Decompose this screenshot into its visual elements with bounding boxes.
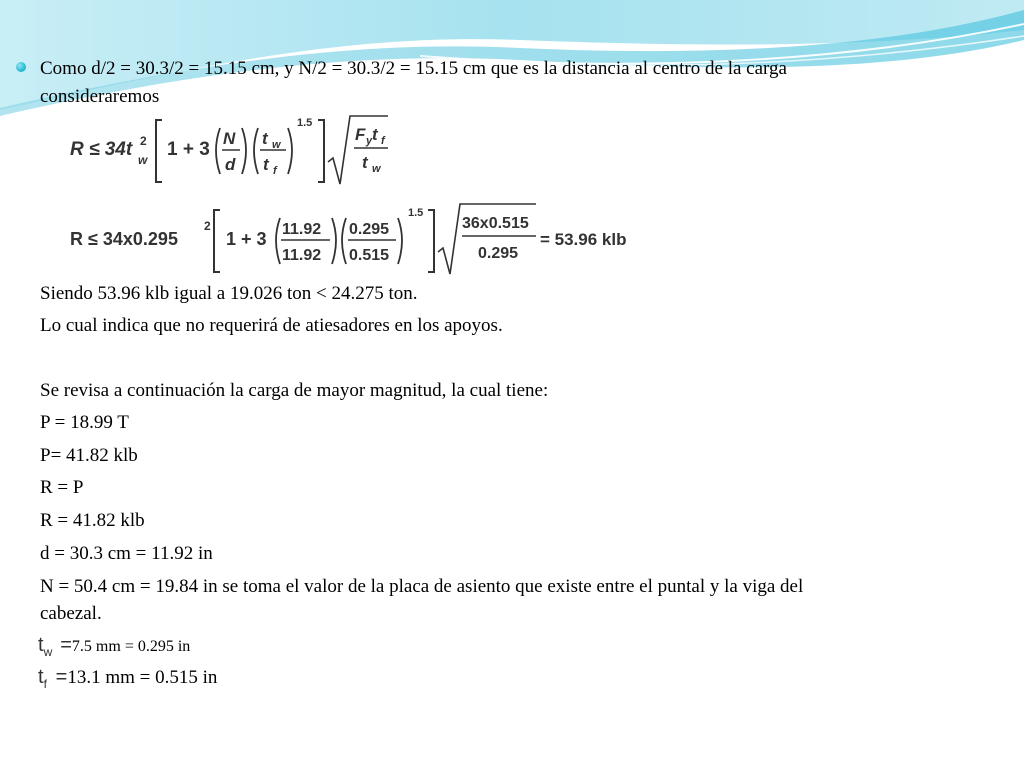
formula-numeric-lhs: R ≤ 34x0.295 [70,229,178,249]
svg-text:y: y [366,135,373,147]
svg-text:0.295: 0.295 [478,245,519,262]
svg-text:f: f [381,135,385,147]
bullet-icon [16,62,26,72]
intro-text-line2: consideraremos [40,86,160,107]
intro-text-line1: Como d/2 = 30.3/2 = 15.15 cm, y N/2 = 30.3/2 = 15.15 cm que es la distancia al centro de la carga [40,58,787,79]
svg-text:= 53.96 klb: = 53.96 klb [540,230,627,249]
text-line-p-klb: P= 41.82 klb [40,445,138,466]
tf-symbol: $t_f$ [38,666,47,691]
text-line-r-eq-p: R = P [40,477,84,498]
formula-general-lhs: R ≤ 34t [70,139,133,160]
svg-text:t: t [372,125,378,144]
svg-text:w: w [138,153,148,167]
svg-text:F: F [355,125,366,144]
tw-symbol: $t_w$ [38,634,53,659]
svg-text:1 + 3: 1 + 3 [167,139,210,160]
text-line-revisa: Se revisa a continuación la carga de mayor magnitud, la cual tiene: [40,380,549,401]
svg-text:2: 2 [204,219,211,233]
svg-text:w: w [372,163,381,175]
svg-text:0.515: 0.515 [349,247,390,264]
svg-text:36x0.515: 36x0.515 [462,215,529,232]
text-line-tf: $t_f =13.1$ mm = 0.515 in [38,666,218,691]
formula-general [70,110,400,190]
svg-text:1 + 3: 1 + 3 [226,229,267,249]
svg-text:t: t [263,155,269,174]
text-line-n2: cabezal. [40,603,102,624]
text-line-siendo: Siendo 53.96 klb igual a 19.026 ton < 24.275 ton. [40,283,418,304]
formula-numeric [70,200,660,278]
svg-text:w: w [272,139,281,151]
svg-text:d: d [225,155,236,174]
text-line-p-ton: P = 18.99 T [40,412,129,433]
svg-text:t: t [362,153,368,172]
text-line-tw: $t_w =7.5$ mm = 0.295 in [38,634,191,659]
text-line-n1: N = 50.4 cm = 19.84 in se toma el valor de la placa de asiento que existe entre el puntal y la viga del [40,576,804,597]
svg-text:t: t [262,129,268,148]
svg-text:N: N [223,129,236,148]
text-line-conclusion: Lo cual indica que no requerirá de atiesadores en los apoyos. [40,315,503,336]
svg-text:1.5: 1.5 [297,117,313,129]
svg-text:1.5: 1.5 [408,207,424,219]
svg-text:2: 2 [140,134,147,148]
svg-text:0.295: 0.295 [349,221,390,238]
text-line-d: d = 30.3 cm = 11.92 in [40,543,213,564]
svg-text:11.92: 11.92 [282,221,322,238]
svg-text:f: f [273,165,277,177]
svg-text:11.92: 11.92 [282,247,322,264]
text-line-r-klb: R = 41.82 klb [40,510,145,531]
